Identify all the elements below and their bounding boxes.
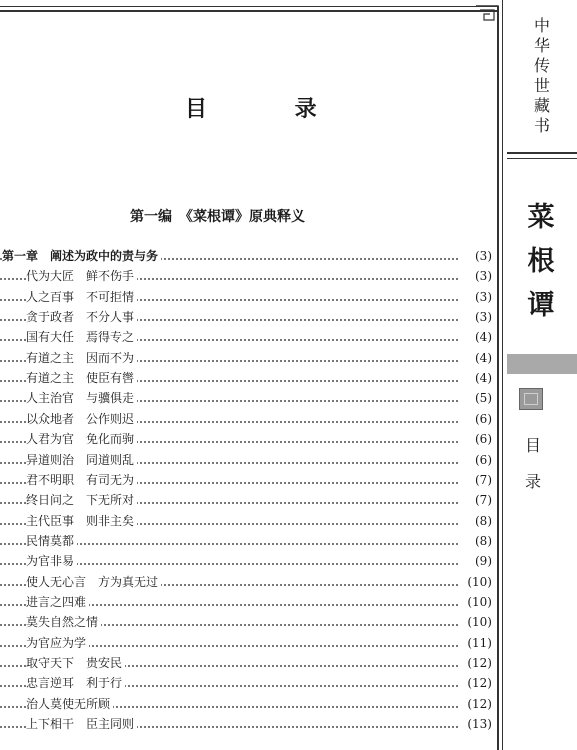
toc-entry-title: 莫失自然之情 bbox=[26, 612, 101, 632]
toc-page-number: (3) bbox=[473, 307, 492, 327]
toc-entry-title: 人之百事 不可拒情 bbox=[26, 287, 137, 307]
toc-page-number: (12) bbox=[465, 673, 492, 693]
toc-row[interactable] bbox=[0, 409, 492, 429]
toc-page-number: (11) bbox=[465, 633, 492, 653]
toc-entry-title: 有道之主 因而不为 bbox=[26, 348, 137, 368]
toc-entry-title: 上下相干 臣主同则 bbox=[26, 714, 137, 734]
side-margin bbox=[507, 0, 577, 750]
toc-entry-title: 为官非易 bbox=[26, 551, 77, 571]
toc-page-number: (6) bbox=[473, 409, 492, 429]
toc-chapter-row[interactable] bbox=[0, 246, 492, 266]
toc-entry-title: 取守天下 贵安民 bbox=[26, 653, 125, 673]
toc-row[interactable] bbox=[0, 551, 492, 571]
toc-entry-title: 使人无心言 方为真无过 bbox=[26, 572, 161, 592]
toc-row[interactable] bbox=[0, 490, 492, 510]
toc-page-number: (6) bbox=[473, 429, 492, 449]
toc-page-number: (7) bbox=[473, 490, 492, 510]
toc-row[interactable] bbox=[0, 653, 492, 673]
right-border-line bbox=[497, 6, 499, 750]
toc-row[interactable] bbox=[0, 592, 492, 612]
toc-row[interactable] bbox=[0, 348, 492, 368]
toc-row[interactable] bbox=[0, 673, 492, 693]
corner-ornament-icon bbox=[474, 2, 504, 28]
toc-row[interactable] bbox=[0, 511, 492, 531]
toc-row[interactable] bbox=[0, 470, 492, 490]
toc-entry-title: 终日问之 下无所对 bbox=[26, 490, 137, 510]
toc-row[interactable] bbox=[0, 450, 492, 470]
top-border-line-thick bbox=[0, 10, 497, 12]
series-title: 中华传世藏书 bbox=[533, 16, 550, 135]
toc-row[interactable] bbox=[0, 633, 492, 653]
toc-page-number: (7) bbox=[473, 470, 492, 490]
toc-page-number: (3) bbox=[473, 246, 492, 266]
toc-page-number: (4) bbox=[473, 327, 492, 347]
toc-page-number: (6) bbox=[473, 450, 492, 470]
toc-row[interactable] bbox=[0, 531, 492, 551]
toc-row[interactable] bbox=[0, 572, 492, 592]
toc-entry-title: 治人莫使无所顾 bbox=[26, 694, 113, 714]
side-divider bbox=[507, 152, 577, 154]
toc-row[interactable] bbox=[0, 429, 492, 449]
toc-page-number: (5) bbox=[473, 388, 492, 408]
toc-page-number: (3) bbox=[473, 287, 492, 307]
toc-page-number: (13) bbox=[465, 714, 492, 734]
toc-entry-title: 人君为官 免化而驹 bbox=[26, 429, 137, 449]
toc-row[interactable] bbox=[0, 714, 492, 734]
toc-row[interactable] bbox=[0, 266, 492, 286]
seal-icon bbox=[519, 388, 543, 410]
section-label: 目录 bbox=[524, 436, 541, 491]
toc-entry-title: 为官应为学 bbox=[26, 633, 89, 653]
toc-row[interactable] bbox=[0, 694, 492, 714]
part-heading: 第一编 《菜根谭》原典释义 bbox=[130, 209, 305, 225]
toc-entry-title: 主代臣事 则非主矣 bbox=[26, 511, 137, 531]
toc-page-number: (3) bbox=[473, 266, 492, 286]
toc-row[interactable] bbox=[0, 327, 492, 347]
toc-heading: 目 录 bbox=[185, 97, 357, 122]
toc-page-number: (12) bbox=[465, 694, 492, 714]
toc-entry-title: 代为大匠 鲜不伤手 bbox=[26, 266, 137, 286]
toc-page-number: (10) bbox=[465, 572, 492, 592]
toc-page-number: (8) bbox=[473, 531, 492, 551]
toc-entry-title: 第一章 阐述为政中的责与务 bbox=[2, 246, 161, 266]
toc-page-number: (4) bbox=[473, 368, 492, 388]
toc-entry-title: 有道之主 使臣有辔 bbox=[26, 368, 137, 388]
toc-row[interactable] bbox=[0, 388, 492, 408]
right-border-line-thin bbox=[502, 0, 503, 750]
side-divider-thin bbox=[507, 158, 577, 159]
toc-page-number: (10) bbox=[465, 612, 492, 632]
toc-page-number: (12) bbox=[465, 653, 492, 673]
toc-entry-title: 民情莫都 bbox=[26, 531, 77, 551]
toc-entry-title: 君不明职 有司无为 bbox=[26, 470, 137, 490]
toc-entry-title: 国有大任 焉得专之 bbox=[26, 327, 137, 347]
top-border-line bbox=[0, 6, 497, 7]
toc-entry-title: 忠言逆耳 利于行 bbox=[26, 673, 125, 693]
toc-row[interactable] bbox=[0, 307, 492, 327]
side-gray-band bbox=[507, 354, 577, 374]
toc-row[interactable] bbox=[0, 287, 492, 307]
toc-entry-title: 人主治官 与骥俱走 bbox=[26, 388, 137, 408]
toc-row[interactable] bbox=[0, 368, 492, 388]
toc-page-number: (9) bbox=[473, 551, 492, 571]
toc-entry-title: 贪于政者 不分人事 bbox=[26, 307, 137, 327]
toc-row[interactable] bbox=[0, 612, 492, 632]
toc-entry-title: 进言之四难 bbox=[26, 592, 89, 612]
toc-entry-title: 以众地者 公作则迟 bbox=[26, 409, 137, 429]
toc-page-number: (8) bbox=[473, 511, 492, 531]
toc-entry-title: 异道则治 同道则乱 bbox=[26, 450, 137, 470]
toc-page-number: (4) bbox=[473, 348, 492, 368]
toc-page-number: (10) bbox=[465, 592, 492, 612]
book-title: 菜根谭 bbox=[527, 202, 555, 321]
